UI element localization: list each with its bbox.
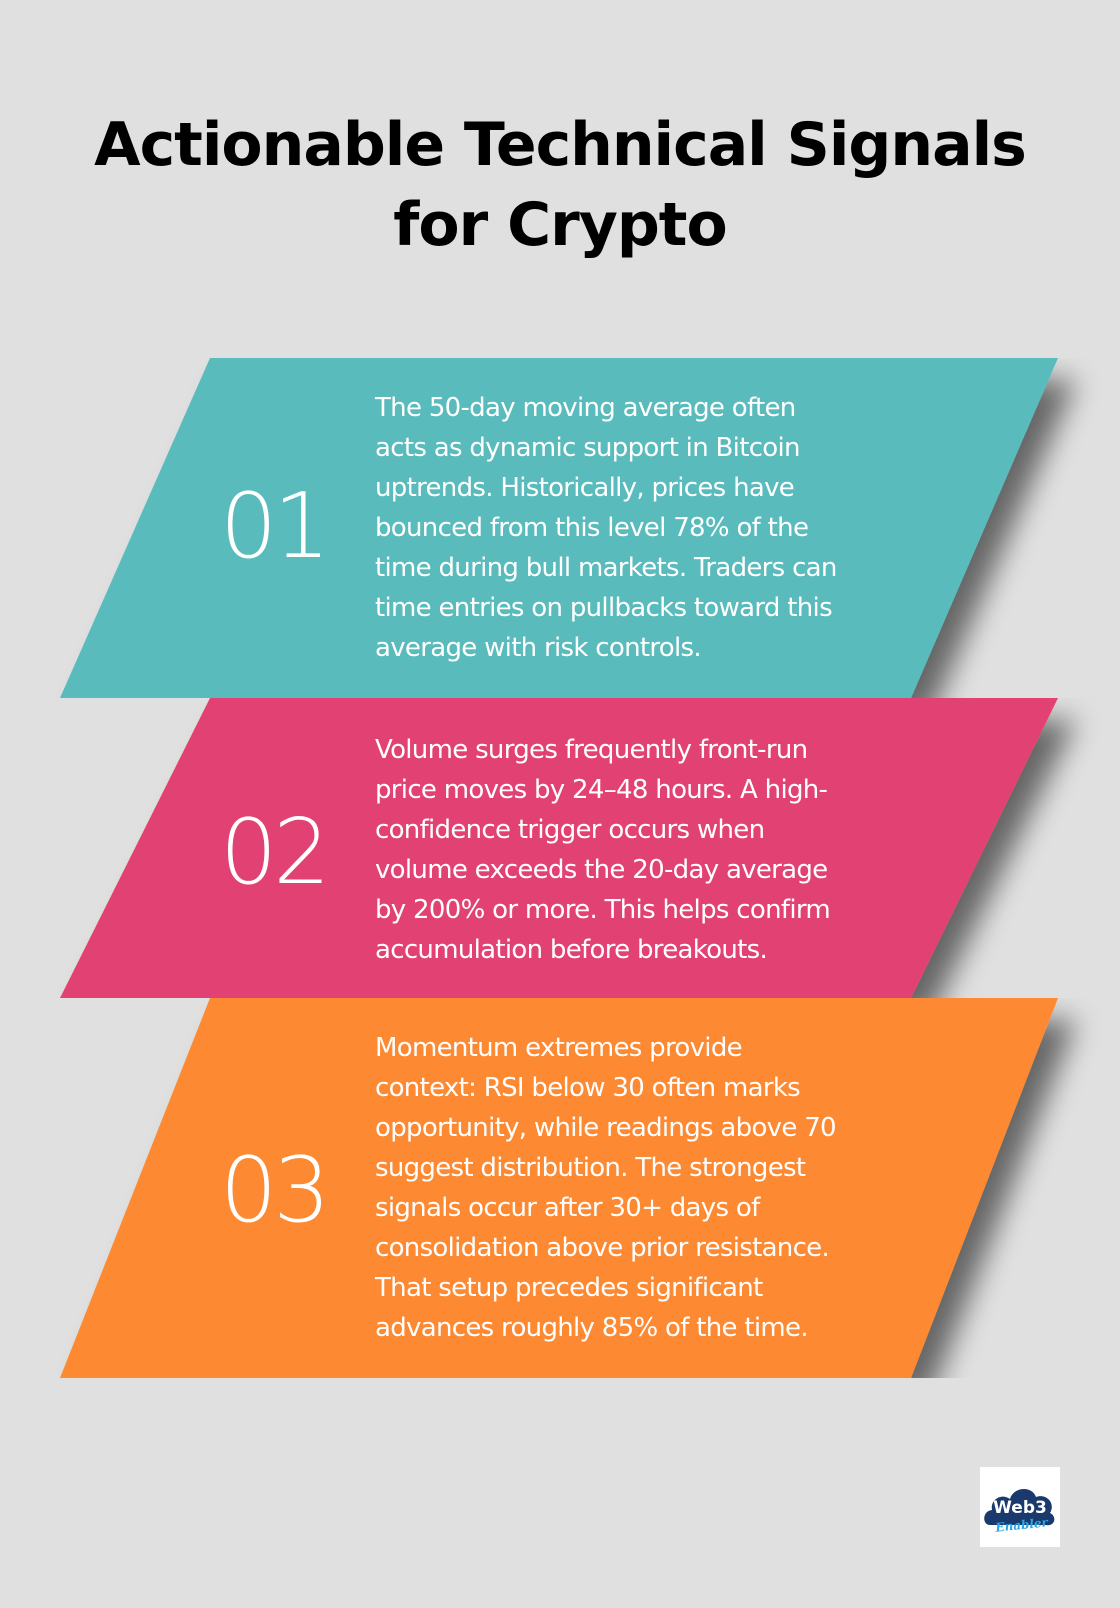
signal-card-1 xyxy=(0,358,1120,698)
cloud-icon xyxy=(980,1467,1060,1547)
web3-enabler-logo xyxy=(980,1467,1060,1547)
svg-text:Enabler: Enabler xyxy=(994,1515,1049,1535)
title-line-2: for Crypto xyxy=(393,190,727,260)
card-2-text: Volume surges frequently front-run price moves by 24–48 hours. A high- confidence trigger occurs when volume exceeds the 20-day average by 200% or more. This helps confirm accumulation before breakouts. xyxy=(375,735,831,965)
signal-card-3 xyxy=(0,998,1120,1378)
svg-text:Web3: Web3 xyxy=(993,1498,1047,1518)
card-2-number: 02 xyxy=(220,800,327,905)
page-title xyxy=(0,105,1120,265)
title-line-1: Actionable Technical Signals xyxy=(94,110,1026,180)
signal-card-2 xyxy=(0,698,1120,998)
card-1-text: The 50-day moving average often acts as dynamic support in Bitcoin uptrends. Historically, prices have bounced from this level 78% of the time during bull markets. Traders can time entries on pullbacks toward this average with risk controls. xyxy=(375,393,837,663)
card-3-text: Momentum extremes provide context: RSI below 30 often marks opportunity, while readings above 70 suggest distribution. The strongest signals occur after 30+ days of consolidation above prior resistance. That setup precedes significant advances roughly 85% of the time. xyxy=(375,1033,836,1343)
card-3-number: 03 xyxy=(220,1138,327,1243)
card-1-number: 01 xyxy=(220,474,327,579)
